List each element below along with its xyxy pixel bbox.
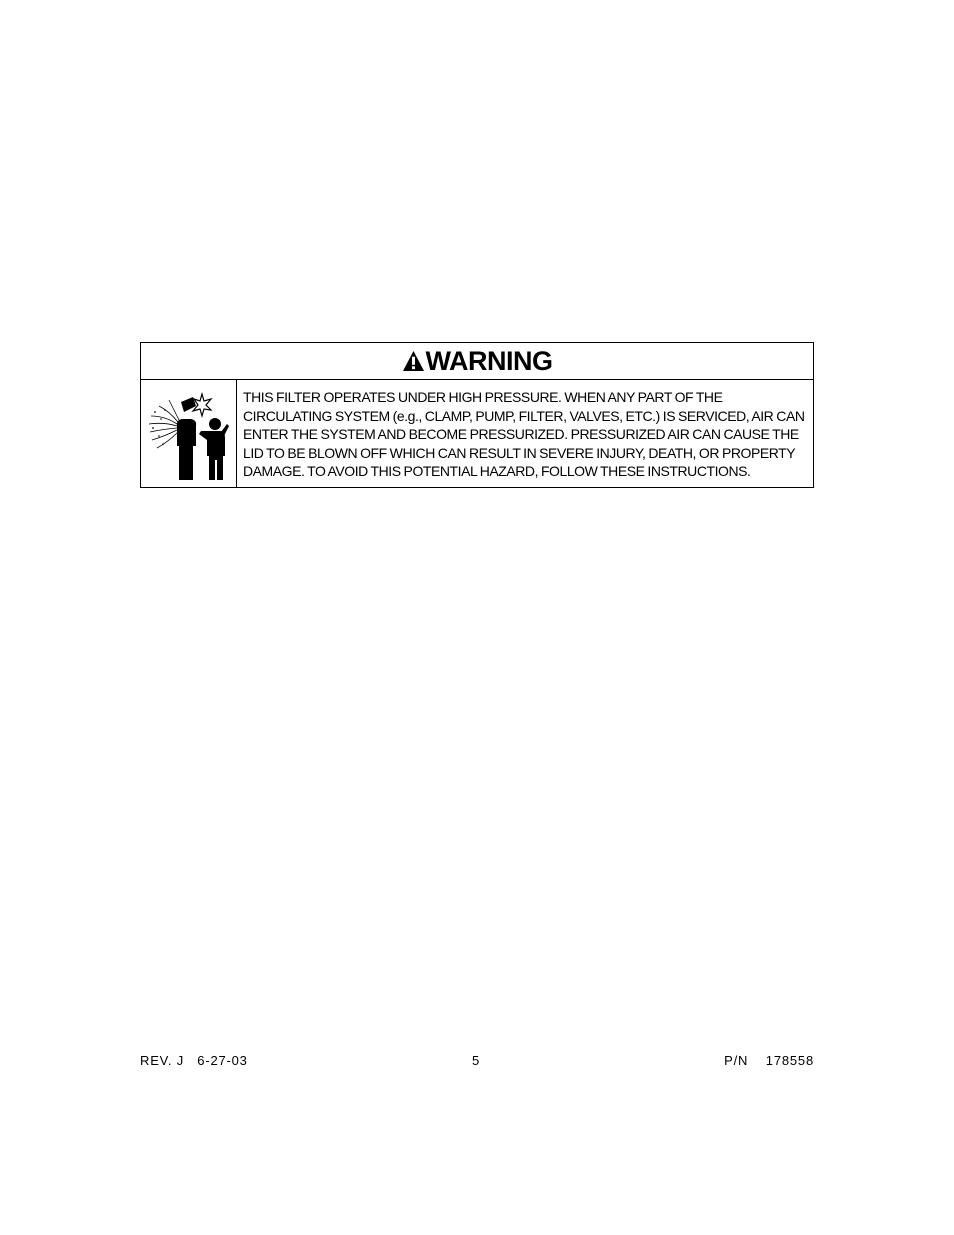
warning-box — [140, 342, 814, 488]
message-cell — [237, 380, 813, 487]
page-number: 5 — [472, 1053, 481, 1068]
lid-blowoff-hazard-icon — [147, 386, 231, 482]
part-number: P/N 178558 — [724, 1053, 814, 1068]
warning-message: THIS FILTER OPERATES UNDER HIGH PRESSURE. WHEN ANY PART OF THE CIRCULATING SYSTEM (e.g., CLAMP, PUMP, FILTER, VALVES, ETC.) IS SERVICED, AIR CAN ENTER THE SYSTEM AND BECOME PRESSURIZED. PRESSURIZED AIR CAN CAUSE THE LID TO BE BLOWN OFF WHICH CAN RESULT IN SEVERE INJURY, DEATH, OR PROPERTY DAMAGE. TO AVOID THIS POTENTIAL HAZARD, FOLLOW THESE INSTRUCTIONS. — [243, 389, 805, 480]
warning-title-group — [402, 345, 553, 376]
warning-body — [141, 380, 813, 487]
page-footer — [140, 1053, 814, 1071]
warning-title: WARNING — [425, 345, 553, 376]
warning-header — [141, 343, 813, 380]
warning-triangle-icon — [402, 350, 425, 372]
pictogram-cell — [141, 380, 237, 487]
revision-label: REV. J 6-27-03 — [140, 1053, 248, 1068]
